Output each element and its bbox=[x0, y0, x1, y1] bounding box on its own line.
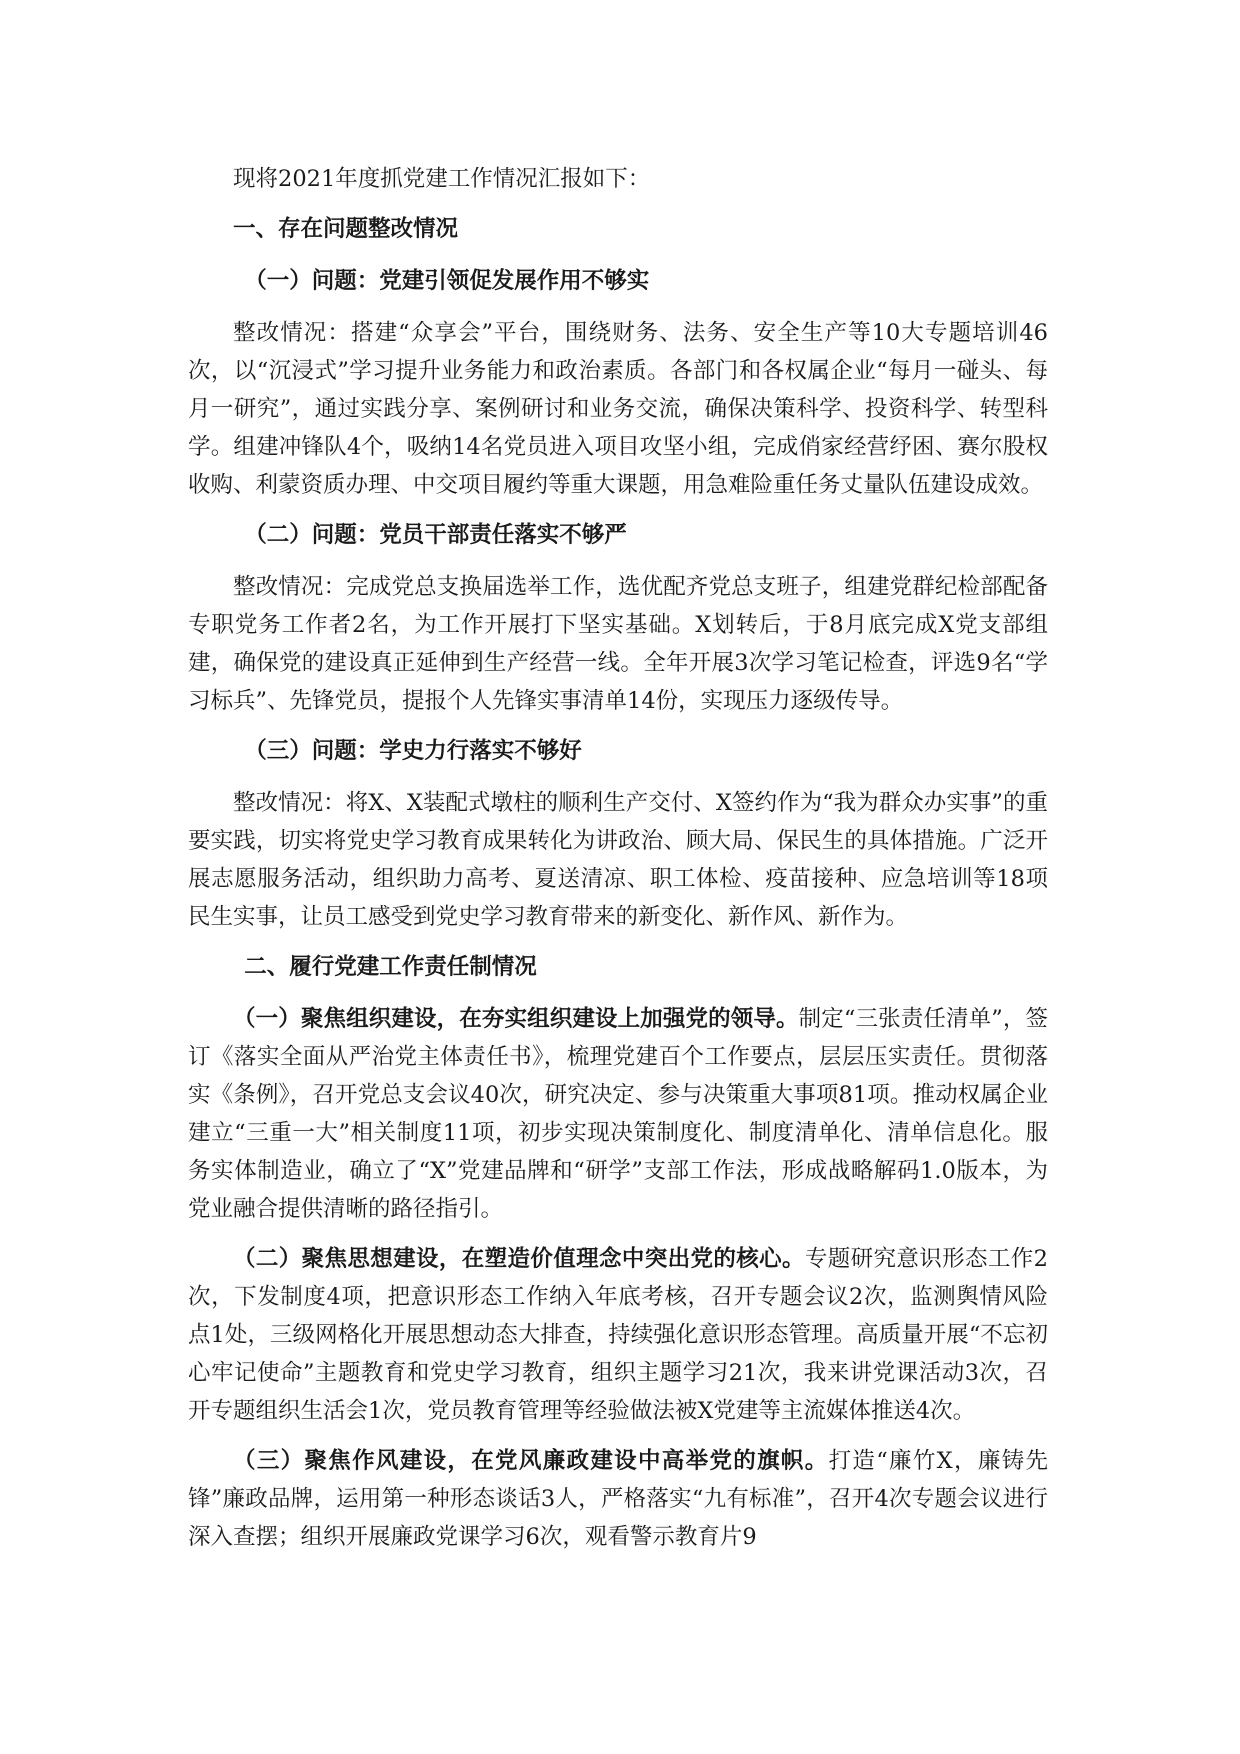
intro-paragraph: 现将2021年度抓党建工作情况汇报如下： bbox=[233, 166, 651, 192]
section-2-item-3-lead: （三）聚焦作风建设，在党风廉政建设中高举党的旗帜。 bbox=[233, 1448, 829, 1474]
section-2-item-3 bbox=[188, 1442, 1048, 1556]
section-2-item-2 bbox=[188, 1240, 1048, 1430]
section-1-item-3-heading: （三）问题：学史力行落实不够好 bbox=[244, 738, 582, 764]
section-2-item-1-lead: （一）聚焦组织建设，在夯实组织建设上加强党的领导。 bbox=[233, 1006, 799, 1032]
document-body bbox=[188, 160, 1048, 1568]
section-1-item-2-body: 整改情况：完成党总支换届选举工作，选优配齐党总支班子，组建党群纪检部配备专职党务工作者2名，为工作开展打下坚实基础。X划转后，于8月底完成X党支部组建，确保党的建设真正延伸到生产经营一线。全年开展3次学习笔记检查，评选9名“学习标兵”、先锋党员，提报个人先锋实事清单14份，实现压力逐级传导。 bbox=[188, 574, 1048, 714]
section-2-item-1 bbox=[188, 1000, 1048, 1228]
section-1-item-3-body: 整改情况：将X、X装配式墩柱的顺利生产交付、X签约作为“我为群众办实事”的重要实践，切实将党史学习教育成果转化为讲政治、顾大局、保民生的具体措施。广泛开展志愿服务活动，组织助力高考、夏送清凉、职工体检、疫苗接种、应急培训等18项民生实事，让员工感受到党史学习教育带来的新变化、新作风、新作为。 bbox=[188, 790, 1048, 930]
section-1-title: 一、存在问题整改情况 bbox=[233, 216, 459, 242]
section-2-item-2-lead: （二）聚焦思想建设，在塑造价值理念中突出党的核心。 bbox=[233, 1246, 805, 1272]
section-2-item-2-body: 专题研究意识形态工作2次，下发制度4项，把意识形态工作纳入年底考核，召开专题会议2次，监测舆情风险点1处，三级网格化开展思想动态大排查，持续强化意识形态管理。高质量开展“不忘初心牢记使命”主题教育和党史学习教育，组织主题学习21次，我来讲党课活动3次，召开专题组织生活会1次，党员教育管理等经验做法被X党建等主流媒体推送4次。 bbox=[188, 1246, 1048, 1424]
section-1-item-2-heading: （二）问题：党员干部责任落实不够严 bbox=[244, 522, 627, 548]
section-1-item-1-heading: （一）问题：党建引领促发展作用不够实 bbox=[244, 268, 650, 294]
section-1-item-1-body: 整改情况：搭建“众享会”平台，围绕财务、法务、安全生产等10大专题培训46次，以“沉浸式”学习提升业务能力和政治素质。各部门和各权属企业“每月一碰头、每月一研究”，通过实践分享、案例研讨和业务交流，确保决策科学、投资科学、转型科学。组建冲锋队4个，吸纳14名党员进入项目攻坚小组，完成俏家经营纾困、赛尔股权收购、利蒙资质办理、中交项目履约等重大课题，用急难险重任务丈量队伍建设成效。 bbox=[188, 320, 1048, 498]
section-2-item-3-body: 打造“廉竹X，廉铸先锋”廉政品牌，运用第一种形态谈话3人，严格落实“九有标准”，召开4次专题会议进行深入查摆；组织开展廉政党课学习6次，观看警示教育片9 bbox=[188, 1448, 1048, 1550]
section-2-item-1-body: 制定“三张责任清单”，签订《落实全面从严治党主体责任书》，梳理党建百个工作要点，层层压实责任。贯彻落实《条例》，召开党总支会议40次，研究决定、参与决策重大事项81项。推动权属企业建立“三重一大”相关制度11项，初步实现决策制度化、制度清单化、清单信息化。服务实体制造业，确立了“X”党建品牌和“研学”支部工作法，形成战略解码1.0版本，为党业融合提供清晰的路径指引。 bbox=[188, 1006, 1048, 1222]
section-2-title: 二、履行党建工作责任制情况 bbox=[244, 954, 537, 980]
